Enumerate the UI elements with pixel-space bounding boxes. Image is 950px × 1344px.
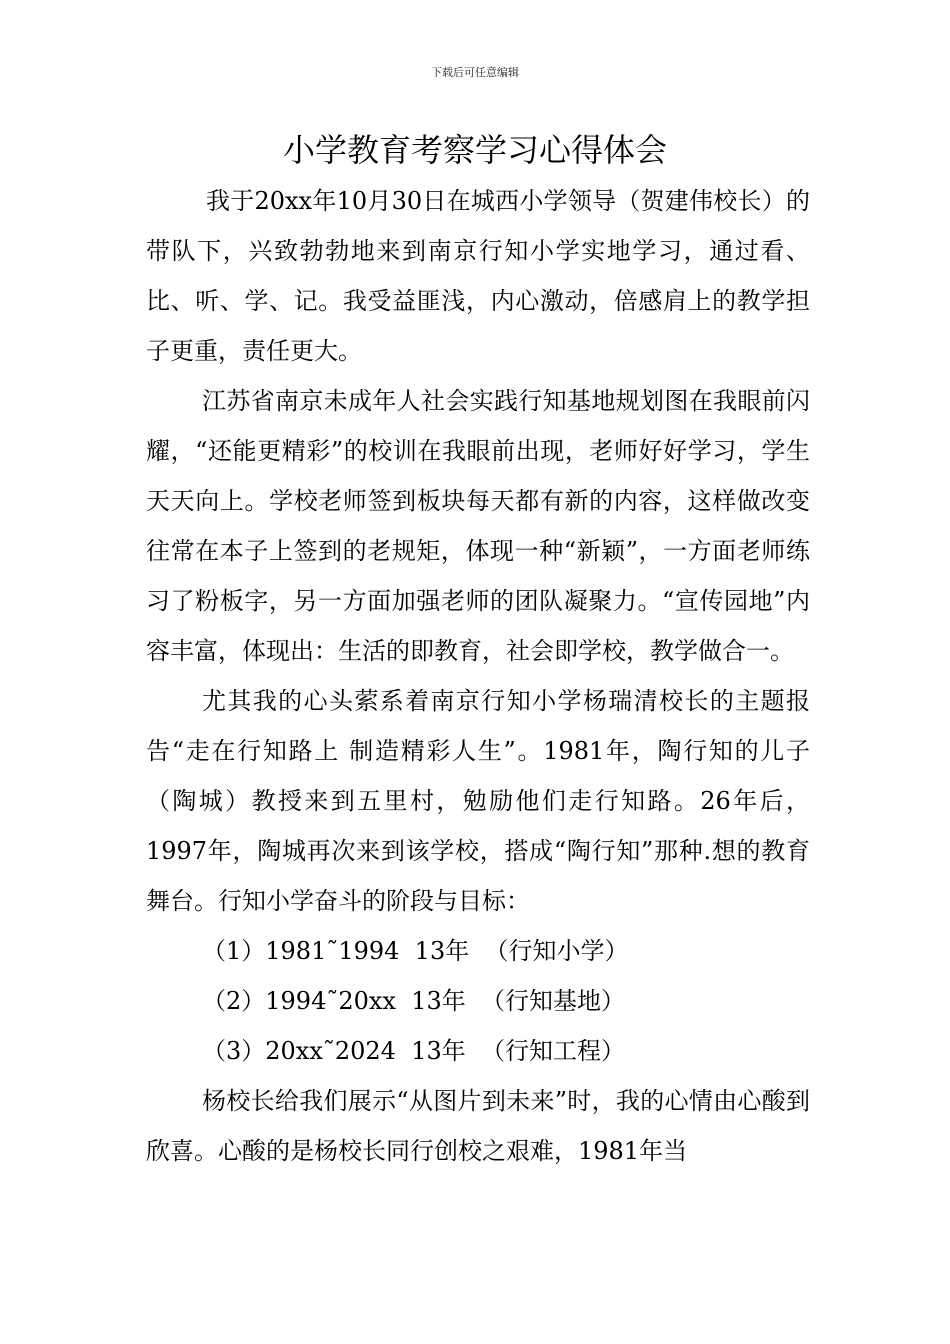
document-title: 小学教育考察学习心得体会 <box>282 131 667 169</box>
paragraph-base-visit: 江苏省南京未成年人社会实践行知基地规划图在我眼前闪耀，“还能更精彩”的校训在我眼前出现，老师好好学习，学生天天向上。学校老师签到板块每天都有新的内容，这样做改变往常在本子上签到的老规矩，体现一种“新颖”，一方面老师练习了粉板字，另一方面加强老师的团队凝聚力。“宣传园地”内容丰富，体现出：生活的即教育，社会即学校，教学做合一。 <box>146 387 810 665</box>
stage-item: （3）20xx˜2024 13年 （行知工程） <box>202 1037 626 1065</box>
header-note: 下载后可任意编辑 <box>431 66 519 79</box>
paragraph-closing: 杨校长给我们展示“从图片到未来”时，我的心情由心酸到欣喜。心酸的是杨校长同行创校之艰难，1981年当 <box>146 1087 810 1165</box>
stage-item: （1）1981˜1994 13年 （行知小学） <box>202 937 629 965</box>
paragraph-report: 尤其我的心头萦系着南京行知小学杨瑞清校长的主题报告“走在行知路上 制造精彩人生”。1981年，陶行知的儿子（陶城）教授来到五里村，勉励他们走行知路。26年后，1997年，陶城再次来到该学校，搭成“陶行知”那种.想的教育舞台。行知小学奋斗的阶段与目标： <box>146 687 810 915</box>
paragraph-intro: 我于20xx年10月30日在城西小学领导（贺建伟校长）的带队下，兴致勃勃地来到南京行知小学实地学习，通过看、比、听、学、记。我受益匪浅，内心激动，倍感肩上的教学担子更重，责任更大。 <box>146 187 810 365</box>
document-body <box>146 176 810 1176</box>
stage-item: （2）1994˜20xx 13年 （行知基地） <box>202 987 626 1015</box>
